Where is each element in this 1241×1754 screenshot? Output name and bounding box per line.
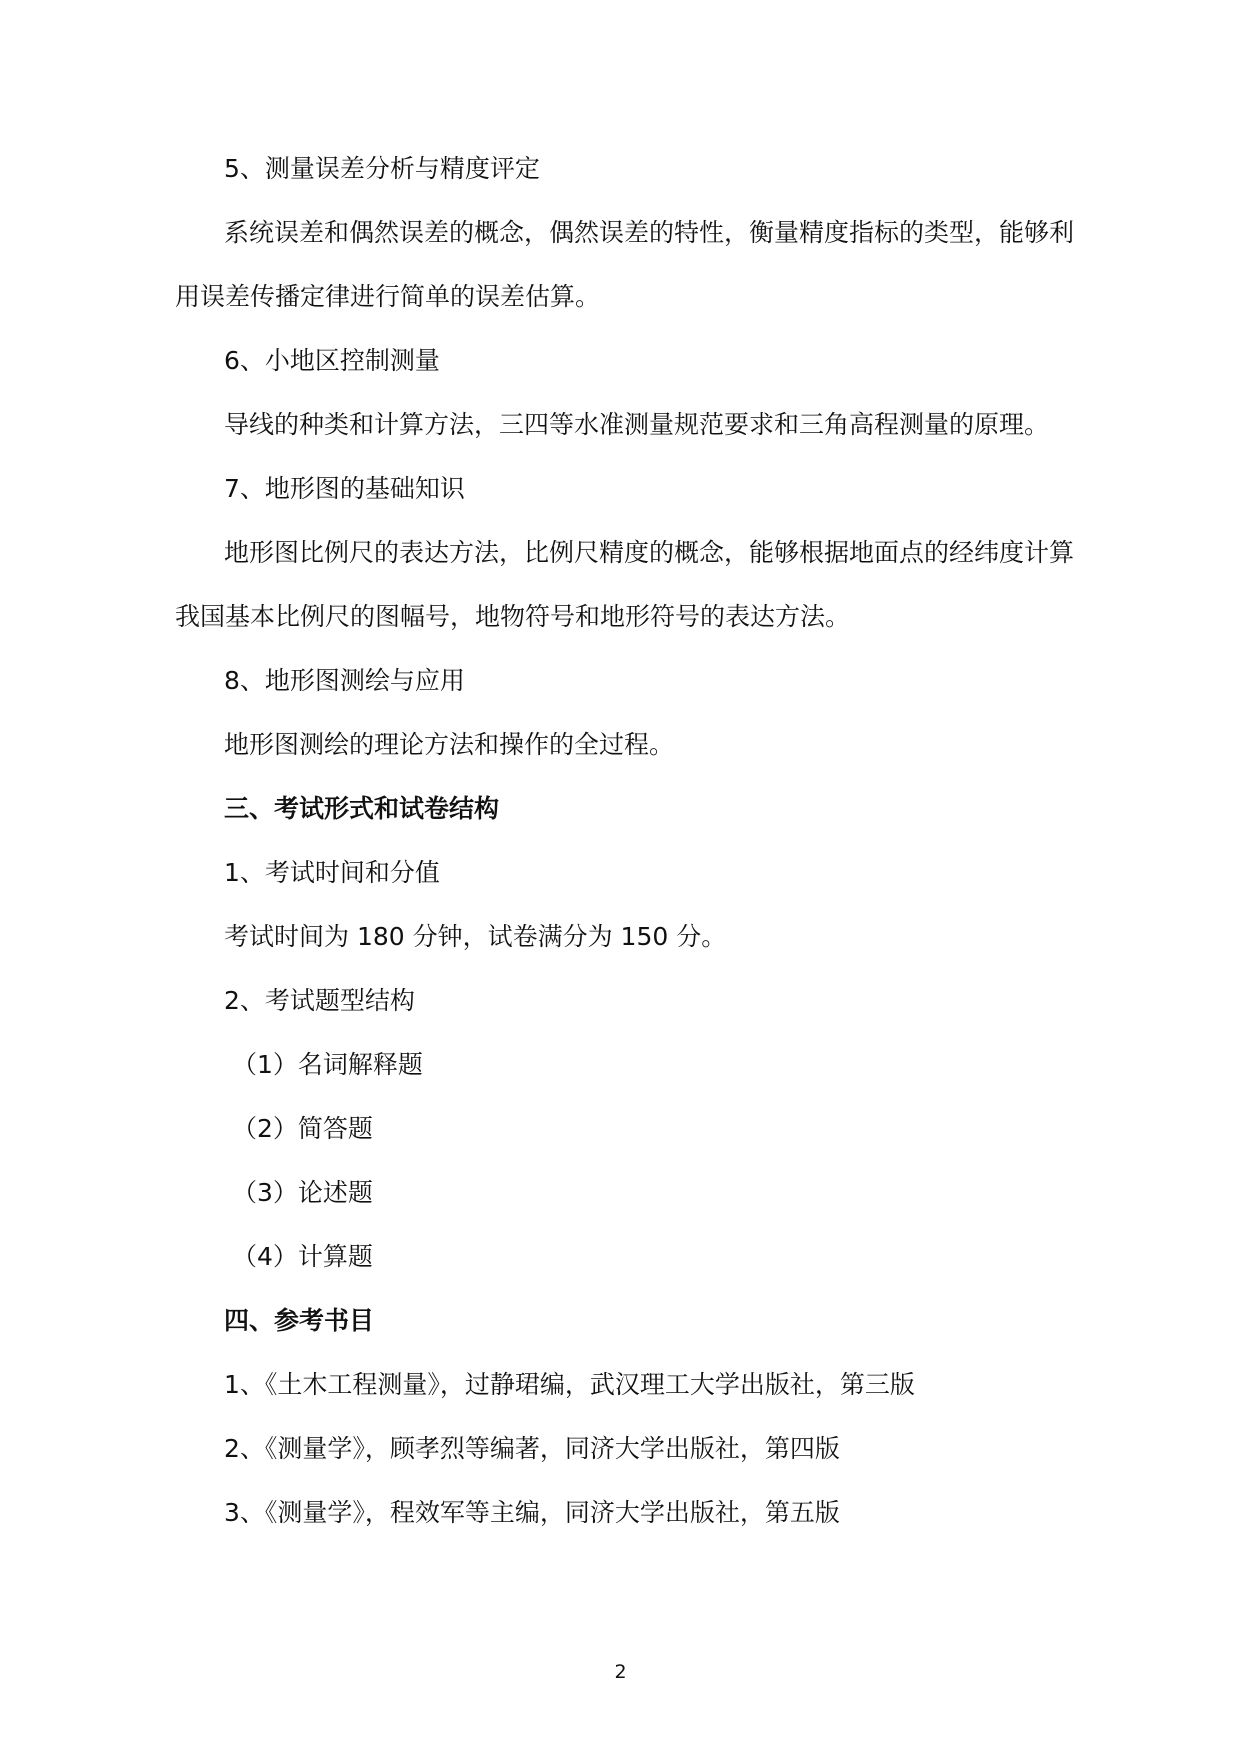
exam-time-heading: 1、考试时间和分值 xyxy=(224,858,440,887)
section-8-heading: 8、地形图测绘与应用 xyxy=(224,666,465,695)
section-5-text-line-1: 系统误差和偶然误差的概念，偶然误差的特性，衡量精度指标的类型，能够利 xyxy=(224,218,1075,247)
question-type-3: （3）论述题 xyxy=(232,1178,373,1207)
section-5-text-line-2: 用误差传播定律进行简单的误差估算。 xyxy=(175,282,601,311)
section-6-text: 导线的种类和计算方法，三四等水准测量规范要求和三角高程测量的原理。 xyxy=(224,410,1050,439)
question-type-4: （4）计算题 xyxy=(232,1242,373,1271)
page-number: 2 xyxy=(614,1661,627,1683)
section-6-heading: 6、小地区控制测量 xyxy=(224,346,440,375)
reference-3: 3、《测量学》，程效军等主编，同济大学出版社，第五版 xyxy=(224,1498,840,1527)
exam-format-heading: 三、考试形式和试卷结构 xyxy=(224,794,500,823)
question-type-1: （1）名词解释题 xyxy=(232,1050,423,1079)
question-type-2: （2）简答题 xyxy=(232,1114,373,1143)
question-types-heading: 2、考试题型结构 xyxy=(224,986,415,1015)
section-7-heading: 7、地形图的基础知识 xyxy=(224,474,465,503)
section-7-text-line-1: 地形图比例尺的表达方法，比例尺精度的概念，能够根据地面点的经纬度计算 xyxy=(224,538,1075,567)
reference-1: 1、《土木工程测量》，过静珺编，武汉理工大学出版社，第三版 xyxy=(224,1370,915,1399)
section-5-heading: 5、测量误差分析与精度评定 xyxy=(224,154,540,183)
exam-time-text: 考试时间为 180 分钟，试卷满分为 150 分。 xyxy=(224,922,727,951)
section-7-text-line-2: 我国基本比例尺的图幅号，地物符号和地形符号的表达方法。 xyxy=(175,602,851,631)
section-8-text: 地形图测绘的理论方法和操作的全过程。 xyxy=(224,730,675,759)
references-heading: 四、参考书目 xyxy=(224,1306,375,1335)
reference-2: 2、《测量学》，顾孝烈等编著，同济大学出版社，第四版 xyxy=(224,1434,840,1463)
